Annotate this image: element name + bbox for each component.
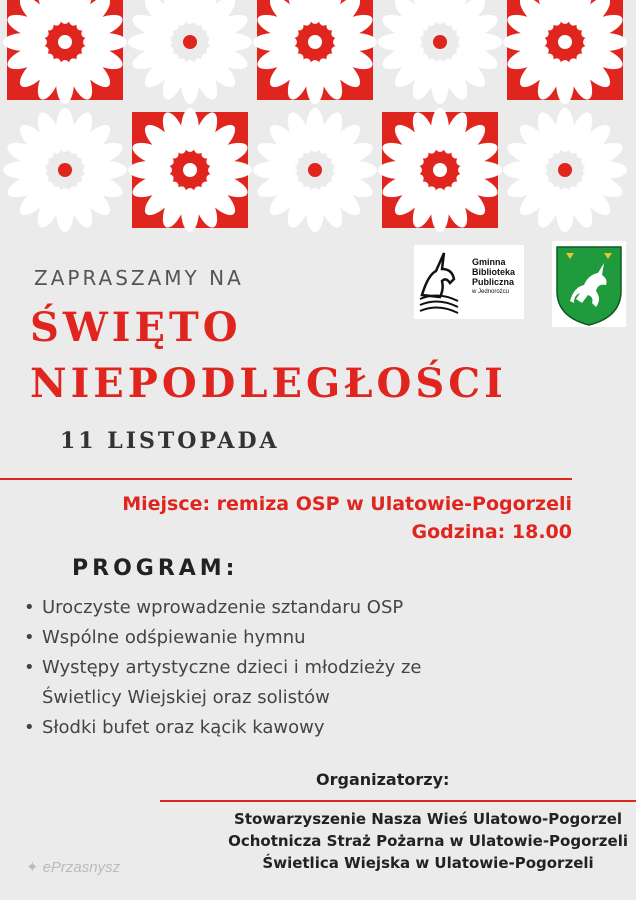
white-flower-tile <box>0 82 153 235</box>
red-flower-tile <box>0 0 153 130</box>
intro-text: ZAPRASZAMY NA <box>34 266 244 290</box>
organizer: Stowarzyszenie Nasza Wieś Ulatowo-Pogorzel <box>234 810 623 828</box>
organizers-list <box>228 808 628 874</box>
event-details <box>122 490 572 546</box>
library-name: Gminna Biblioteka Publiczna w Jednorożcu <box>472 257 516 295</box>
unicorn-book-icon <box>414 245 470 319</box>
flower-pattern-banner <box>0 0 636 235</box>
program-item: • Wspólne odśpiewanie hymnu <box>22 623 582 653</box>
program-list <box>22 593 582 743</box>
program-item: • Słodki bufet oraz kącik kawowy <box>22 713 582 743</box>
program-item: • Uroczyste wprowadzenie sztandaru OSP <box>22 593 582 623</box>
coat-of-arms <box>552 241 626 327</box>
organizer: Ochotnicza Straż Pożarna w Ulatowie-Pogorzeli <box>228 832 628 850</box>
white-flower-tile <box>477 82 636 235</box>
program-heading: PROGRAM: <box>72 556 239 581</box>
organizers-heading: Organizatorzy: <box>316 770 450 789</box>
event-title-line1: ŚWIĘTO <box>30 304 242 351</box>
program-item-continuation: Świetlicy Wiejskiej oraz solistów <box>42 687 330 708</box>
watermark: ✦ ePrzasnysz <box>26 859 121 876</box>
library-logo <box>414 245 524 319</box>
unicorn-coat-of-arms-icon <box>552 241 626 327</box>
red-flower-tile <box>102 82 277 235</box>
program-item: • Występy artystyczne dzieci i młodzieży ze <box>22 653 582 683</box>
organizer: Świetlica Wiejska w Ulatowie-Pogorzeli <box>262 854 594 872</box>
red-flower-tile <box>352 82 527 235</box>
star-icon: ✦ <box>26 859 39 876</box>
red-flower-tile <box>477 0 636 130</box>
divider-top <box>0 478 572 480</box>
event-title-line2: NIEPODLEGŁOŚCI <box>30 360 507 407</box>
white-flower-tile <box>227 82 402 235</box>
divider-bottom <box>160 800 636 802</box>
event-date: 11 LISTOPADA <box>60 428 280 454</box>
event-time: Godzina: 18.00 <box>411 521 572 543</box>
event-place: Miejsce: remiza OSP w Ulatowie-Pogorzeli <box>122 493 572 515</box>
